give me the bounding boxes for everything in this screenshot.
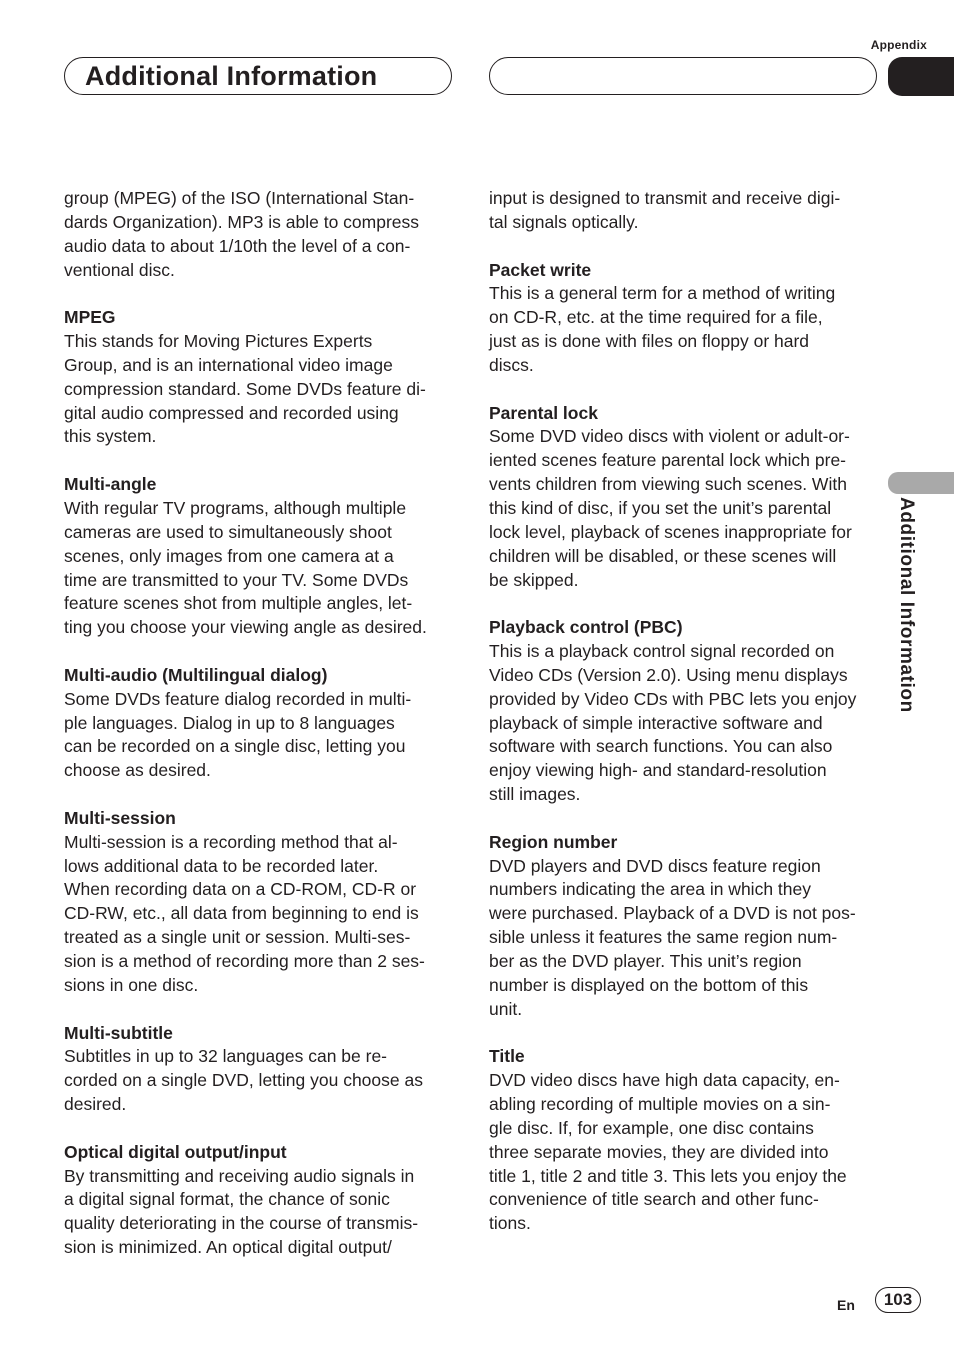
definition-line: lows additional data to be recorded later. xyxy=(64,855,379,876)
definition-line: Group, and is an international video image xyxy=(64,354,393,375)
definition-line: this system. xyxy=(64,426,157,447)
definition-line: title 1, title 2 and title 3. This lets you enjoy the xyxy=(489,1165,847,1186)
definition-line: CD-RW, etc., all data from beginning to end is xyxy=(64,903,419,924)
appendix-label: Appendix xyxy=(870,38,927,52)
definition-line: time are transmitted to your TV. Some DVDs xyxy=(64,569,409,590)
definition-line: can be recorded on a single disc, letting you xyxy=(64,736,406,757)
glossary-term: Region number xyxy=(489,831,618,852)
glossary-entry xyxy=(64,473,454,640)
definition-line: This stands for Moving Pictures Experts xyxy=(64,331,373,352)
glossary-term: Parental lock xyxy=(489,402,598,423)
definition-line: This is a playback control signal recorded on xyxy=(489,641,835,662)
glossary-term: Multi-subtitle xyxy=(64,1022,173,1043)
glossary-entry xyxy=(64,1141,454,1260)
text-line: audio data to about 1/10th the level of a con- xyxy=(64,235,411,256)
definition-line: treated as a single unit or session. Multi-ses- xyxy=(64,927,411,948)
intro-paragraph xyxy=(64,187,454,282)
definition-line: feature scenes shot from multiple angles, let- xyxy=(64,593,413,614)
definition-line: This is a general term for a method of writing xyxy=(489,283,836,304)
definition-line: compression standard. Some DVDs feature di- xyxy=(64,378,426,399)
definition-line: sible unless it features the same region num- xyxy=(489,927,838,948)
glossary-entry xyxy=(489,259,879,378)
definition-line: playback of simple interactive software and xyxy=(489,712,823,733)
definition-line: sions in one disc. xyxy=(64,974,199,995)
glossary-term: Multi-angle xyxy=(64,474,157,495)
glossary-entry xyxy=(64,306,454,449)
definition-line: sion is a method of recording more than 2 ses- xyxy=(64,951,425,971)
glossary-term: Multi-session xyxy=(64,807,176,828)
glossary-entry xyxy=(489,1045,879,1236)
glossary-entry xyxy=(489,831,879,1022)
definition-line: children will be disabled, or these scenes will xyxy=(489,545,837,566)
definition-line: Subtitles in up to 32 languages can be re- xyxy=(64,1046,387,1067)
definition-line: number is displayed on the bottom of this xyxy=(489,974,809,995)
left-column xyxy=(64,187,454,1284)
glossary-entry xyxy=(64,807,454,998)
definition-line: still images. xyxy=(489,784,581,805)
definition-line: lock level, playback of scenes inappropriate for xyxy=(489,521,852,542)
definition-line: three separate movies, they are divided into xyxy=(489,1141,829,1162)
definition-line: this kind of disc, if you set the unit’s parental xyxy=(489,497,832,518)
definition-line: provided by Video CDs with PBC lets you enjoy xyxy=(489,688,857,709)
definition-line: Some DVDs feature dialog recorded in multi- xyxy=(64,688,412,709)
glossary-entry xyxy=(64,1022,454,1117)
glossary-term: MPEG xyxy=(64,307,116,328)
definition-line: cameras are used to simultaneously shoot xyxy=(64,521,392,542)
side-section-label: Additional Information xyxy=(896,497,917,713)
footer-language: En xyxy=(837,1297,855,1313)
glossary-entry xyxy=(489,616,879,807)
glossary-term: Title xyxy=(489,1046,525,1067)
definition-line: choose as desired. xyxy=(64,760,211,781)
definition-line: ting you choose your viewing angle as desired. xyxy=(64,617,427,638)
definition-line: When recording data on a CD-ROM, CD-R or xyxy=(64,879,417,900)
right-column xyxy=(489,187,879,1260)
definition-line: With regular TV programs, although multiple xyxy=(64,497,407,518)
definition-line: corded on a single DVD, letting you choose as xyxy=(64,1070,423,1091)
text-line: dards Organization). MP3 is able to compress xyxy=(64,211,420,232)
definition-line: a digital signal format, the chance of sonic xyxy=(64,1189,390,1210)
definition-line: gital audio compressed and recorded using xyxy=(64,402,399,423)
header-title-box xyxy=(64,57,452,95)
header-tab xyxy=(888,57,954,96)
text-line: group (MPEG) of the ISO (International Stan- xyxy=(64,188,415,208)
definition-line: just as is done with files on floppy or hard xyxy=(489,331,810,352)
glossary-term: Playback control (PBC) xyxy=(489,617,683,638)
definition-line: numbers indicating the area in which they xyxy=(489,879,811,900)
definition-line: scenes, only images from one camera at a xyxy=(64,545,394,566)
definition-line: be skipped. xyxy=(489,569,579,590)
definition-line: software with search functions. You can also xyxy=(489,736,833,757)
page-title: Additional Information xyxy=(85,61,378,91)
glossary-term: Optical digital output/input xyxy=(64,1141,287,1162)
header-empty-box xyxy=(489,57,877,95)
glossary-term: Packet write xyxy=(489,259,592,280)
definition-line: unit. xyxy=(489,998,523,1019)
definition-line: desired. xyxy=(64,1094,127,1115)
definition-line: sion is minimized. An optical digital output/ xyxy=(64,1237,392,1258)
text-line: tal signals optically. xyxy=(489,211,639,232)
page-number: 103 xyxy=(875,1287,921,1313)
glossary-term: Multi-audio (Multilingual dialog) xyxy=(64,664,328,685)
definition-line: quality deteriorating in the course of transmis- xyxy=(64,1213,419,1234)
definition-line: gle disc. If, for example, one disc contains xyxy=(489,1117,814,1138)
side-tab xyxy=(888,472,954,494)
definition-line: iented scenes feature parental lock which pre- xyxy=(489,450,847,471)
definition-line: Multi-session is a recording method that al- xyxy=(64,831,398,852)
definition-line: By transmitting and receiving audio signals in xyxy=(64,1165,415,1186)
definition-line: on CD-R, etc. at the time required for a file, xyxy=(489,307,823,328)
text-line: ventional disc. xyxy=(64,259,175,280)
text-line: input is designed to transmit and receive digi- xyxy=(489,188,841,208)
definition-line: Video CDs (Version 2.0). Using menu displays xyxy=(489,664,848,685)
definition-line: tions. xyxy=(489,1213,531,1234)
intro-paragraph xyxy=(489,187,879,235)
definition-line: ber as the DVD player. This unit’s region xyxy=(489,951,802,971)
definition-line: vents children from viewing such scenes. With xyxy=(489,474,847,495)
definition-line: ple languages. Dialog in up to 8 languages xyxy=(64,712,395,733)
definition-line: DVD video discs have high data capacity, en- xyxy=(489,1070,840,1091)
definition-line: abling recording of multiple movies on a sin- xyxy=(489,1094,831,1115)
definition-line: discs. xyxy=(489,354,534,375)
definition-line: enjoy viewing high- and standard-resolution xyxy=(489,760,827,781)
glossary-entry xyxy=(64,664,454,783)
definition-line: Some DVD video discs with violent or adult-or- xyxy=(489,426,850,447)
definition-line: were purchased. Playback of a DVD is not pos- xyxy=(489,903,856,924)
glossary-entry xyxy=(489,402,879,593)
definition-line: convenience of title search and other func- xyxy=(489,1189,819,1210)
definition-line: DVD players and DVD discs feature region xyxy=(489,855,821,876)
